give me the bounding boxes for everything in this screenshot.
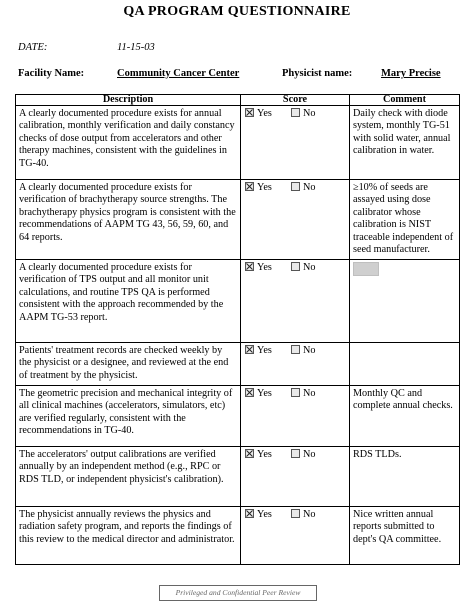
- item-comment: Monthly QC and complete annual checks.: [350, 386, 460, 447]
- item-comment: Daily check with diode system, monthly TG-51 with solid water, annual calibration in water.: [350, 106, 460, 180]
- yes-label: Yes: [257, 345, 272, 356]
- no-option: [291, 345, 315, 357]
- item-comment: [350, 260, 460, 343]
- item-description: A clearly documented procedure exists for verification of TPS output and all monitor unit calculations, and routine TPS QA is performed consistent with the approach recommended by the AAPM TG-53 report.: [16, 260, 241, 343]
- physicist-name-value: Mary Precise: [381, 68, 441, 79]
- no-checkbox[interactable]: [291, 182, 300, 191]
- table-row: [16, 343, 460, 386]
- yes-label: Yes: [257, 182, 272, 193]
- yes-option: [245, 449, 291, 461]
- no-label: No: [303, 388, 316, 399]
- item-comment: Nice written annual reports submitted to dept's QA committee.: [350, 507, 460, 565]
- item-score: [241, 106, 350, 180]
- date-label: DATE:: [18, 42, 48, 53]
- table-row: [16, 447, 460, 507]
- yes-option: [245, 388, 291, 400]
- item-score: [241, 260, 350, 343]
- no-label: No: [303, 345, 316, 356]
- no-checkbox[interactable]: [291, 509, 300, 518]
- yes-option: [245, 345, 291, 357]
- no-option: [291, 449, 315, 461]
- yes-checkbox[interactable]: [245, 345, 254, 354]
- yes-label: Yes: [257, 108, 272, 119]
- no-label: No: [303, 449, 316, 460]
- no-option: [291, 262, 315, 274]
- yes-checkbox[interactable]: [245, 388, 254, 397]
- item-score: [241, 180, 350, 260]
- item-score: [241, 343, 350, 386]
- table-row: [16, 260, 460, 343]
- page-title: QA PROGRAM QUESTIONNAIRE: [123, 4, 351, 19]
- no-checkbox[interactable]: [291, 345, 300, 354]
- no-label: No: [303, 182, 316, 193]
- physicist-name-label: Physicist name:: [282, 68, 353, 79]
- column-header-description: Description: [16, 95, 241, 106]
- no-checkbox[interactable]: [291, 388, 300, 397]
- yes-checkbox[interactable]: [245, 449, 254, 458]
- yes-label: Yes: [257, 449, 272, 460]
- column-header-comment: Comment: [350, 95, 460, 106]
- yes-checkbox[interactable]: [245, 182, 254, 191]
- yes-checkbox[interactable]: [245, 509, 254, 518]
- item-description: The physicist annually reviews the physics and radiation safety program, and reports the findings of this review to the medical director and administrator.: [16, 507, 241, 565]
- item-description: The geometric precision and mechanical integrity of all clinical machines (accelerators, simulators, etc) are verified regularly, consistent with the recommendations in TG-40.: [16, 386, 241, 447]
- comment-field-highlight: [353, 262, 379, 276]
- yes-option: [245, 108, 291, 120]
- yes-option: [245, 182, 291, 194]
- column-header-score: Score: [241, 95, 350, 106]
- item-comment: RDS TLDs.: [350, 447, 460, 507]
- no-option: [291, 182, 315, 194]
- no-label: No: [303, 108, 316, 119]
- questionnaire-body: [16, 106, 460, 565]
- item-comment: ≥10% of seeds are assayed using dose calibrator whose calibration is NIST traceable independent of seed manufacturer.: [350, 180, 460, 260]
- yes-option: [245, 262, 291, 274]
- no-option: [291, 509, 315, 521]
- table-row: [16, 106, 460, 180]
- item-score: [241, 447, 350, 507]
- no-option: [291, 108, 315, 120]
- item-score: [241, 507, 350, 565]
- item-description: Patients' treatment records are checked weekly by the physicist or a designee, and reviewed at the end of treatment by the physicist.: [16, 343, 241, 386]
- no-checkbox[interactable]: [291, 262, 300, 271]
- questionnaire-table: [15, 94, 460, 565]
- table-row: [16, 507, 460, 565]
- no-label: No: [303, 262, 316, 273]
- no-option: [291, 388, 315, 400]
- footer-confidential-label: Privileged and Confidential Peer Review: [159, 585, 317, 601]
- item-score: [241, 386, 350, 447]
- item-comment: [350, 343, 460, 386]
- table-row: [16, 180, 460, 260]
- item-description: A clearly documented procedure exists for verification of brachytherapy source strengths. The brachytherapy physics program is consistent with the recommendations of AAPM TG 43, 56, 59, 60, and 64 reports.: [16, 180, 241, 260]
- facility-name-value: Community Cancer Center: [117, 68, 240, 79]
- table-row: [16, 386, 460, 447]
- item-description: The accelerators' output calibrations are verified annually by an independent method (e.g., RPC or RDS TLD, or independent physicist's calibration).: [16, 447, 241, 507]
- no-label: No: [303, 509, 316, 520]
- item-description: A clearly documented procedure exists for annual calibration, monthly verification and daily constancy checks of dose output from accelerators and other therapy machines, consistent with the guidelines in TG-40.: [16, 106, 241, 180]
- yes-label: Yes: [257, 388, 272, 399]
- no-checkbox[interactable]: [291, 449, 300, 458]
- no-checkbox[interactable]: [291, 108, 300, 117]
- yes-label: Yes: [257, 262, 272, 273]
- facility-name-label: Facility Name:: [18, 68, 85, 79]
- yes-option: [245, 509, 291, 521]
- table-header-row: [16, 95, 460, 106]
- date-value: 11-15-03: [117, 42, 155, 53]
- yes-checkbox[interactable]: [245, 262, 254, 271]
- yes-label: Yes: [257, 509, 272, 520]
- yes-checkbox[interactable]: [245, 108, 254, 117]
